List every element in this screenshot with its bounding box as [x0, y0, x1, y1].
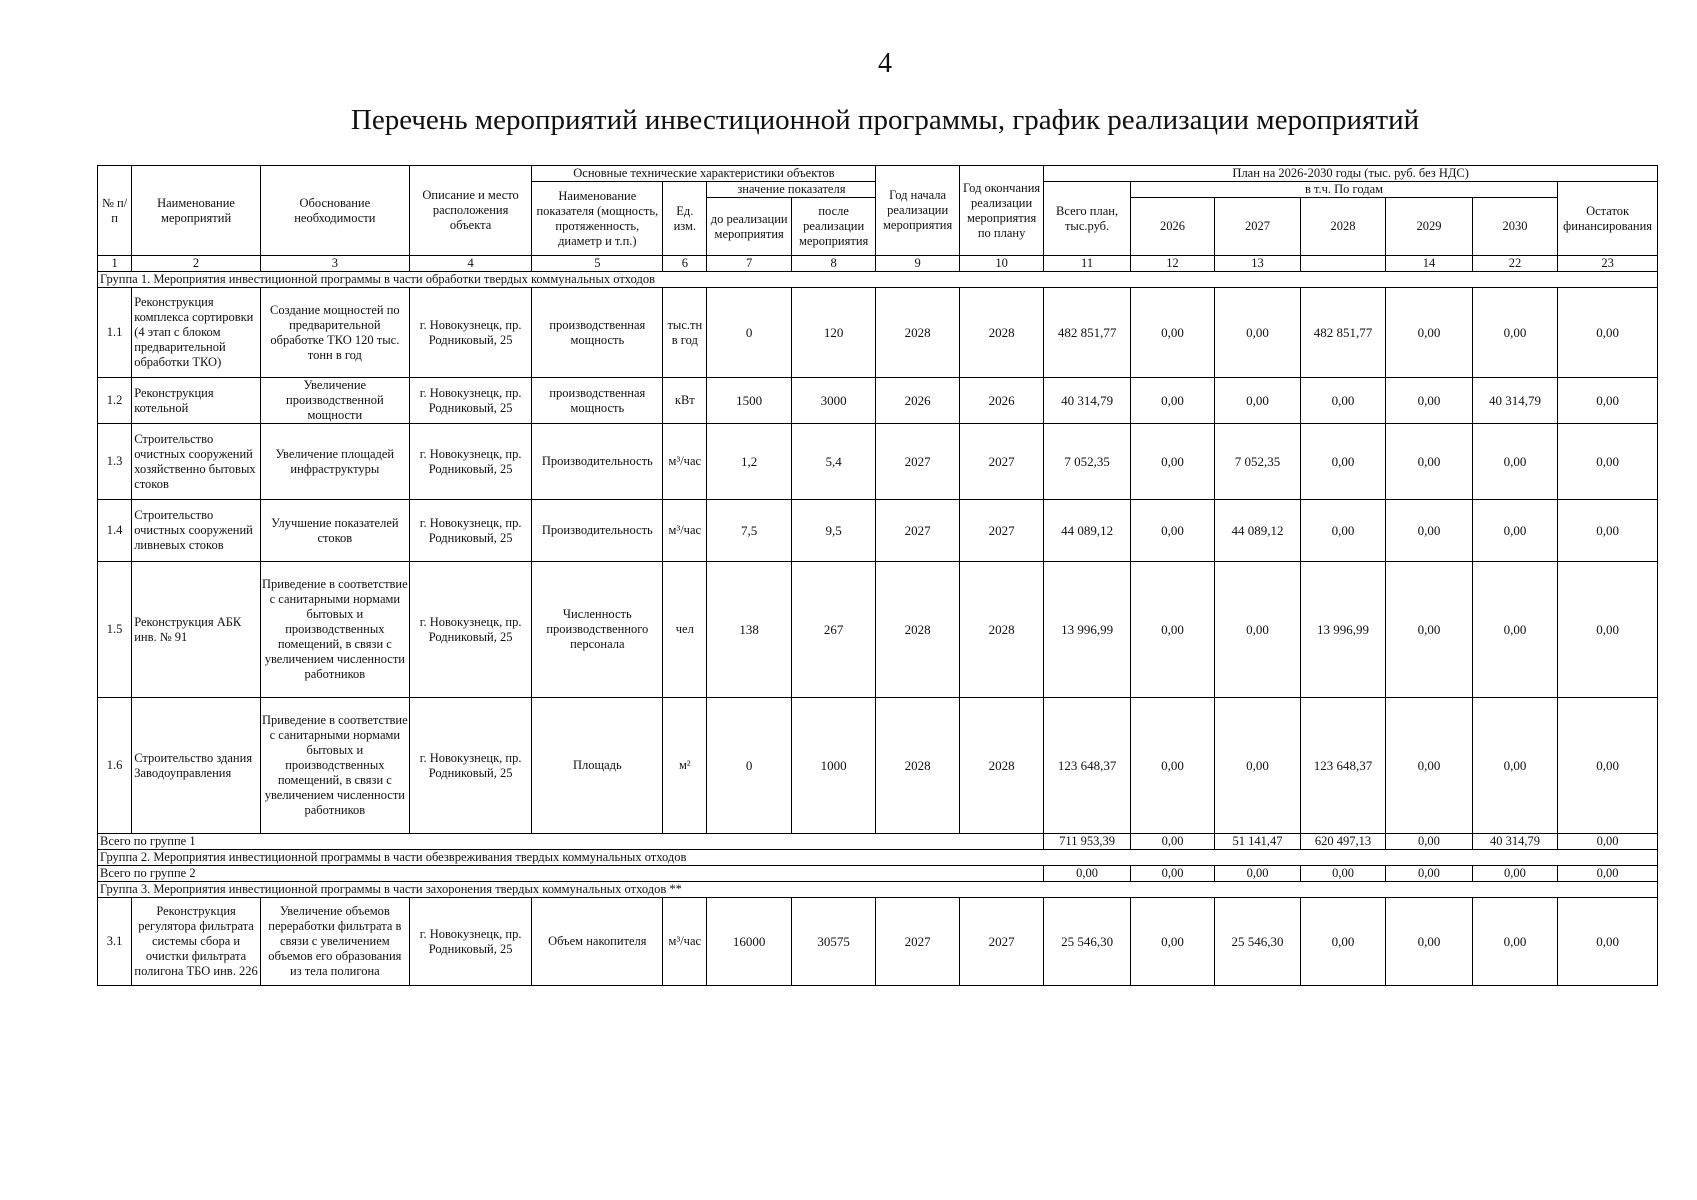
column-number-row [98, 256, 1658, 272]
group-total-value: 0,00 [1558, 834, 1658, 850]
plan-2028: 0,00 [1300, 500, 1385, 562]
end-year: 2028 [959, 288, 1043, 378]
group-total-value: 711 953,39 [1044, 834, 1130, 850]
column-number: 2 [132, 256, 261, 272]
total-plan: 7 052,35 [1044, 424, 1130, 500]
end-year: 2027 [959, 898, 1043, 986]
group-title: Группа 1. Мероприятия инвестиционной программы в части обработки твердых коммунальных отходов [98, 272, 1658, 288]
header-unit: Ед. изм. [663, 182, 707, 256]
total-plan: 25 546,30 [1044, 898, 1130, 986]
remainder: 0,00 [1558, 288, 1658, 378]
row-num: 3.1 [98, 898, 132, 986]
plan-2029: 0,00 [1386, 898, 1472, 986]
start-year: 2028 [876, 698, 959, 834]
value-before: 16000 [707, 898, 791, 986]
indicator: Площадь [532, 698, 663, 834]
plan-2030: 0,00 [1472, 898, 1557, 986]
table-row [98, 898, 1658, 986]
table-row [98, 378, 1658, 424]
total-plan: 123 648,37 [1044, 698, 1130, 834]
plan-2028: 0,00 [1300, 378, 1385, 424]
column-number: 11 [1044, 256, 1130, 272]
column-number: 13 [1215, 256, 1300, 272]
header-2030: 2030 [1472, 198, 1557, 256]
value-after: 3000 [791, 378, 875, 424]
unit: чел [663, 562, 707, 698]
plan-2028: 123 648,37 [1300, 698, 1385, 834]
group-total-value: 0,00 [1215, 866, 1300, 882]
unit: м³/час [663, 500, 707, 562]
justification: Создание мощностей по предварительной обработке ТКО 120 тыс. тонн в год [260, 288, 409, 378]
measure-name: Строительство очистных сооружений ливневых стоков [132, 500, 261, 562]
header-justification: Обоснование необходимости [260, 166, 409, 256]
table-row [98, 424, 1658, 500]
location: г. Новокузнецк, пр. Родниковый, 25 [409, 424, 532, 500]
value-after: 120 [791, 288, 875, 378]
group-total-value: 0,00 [1130, 834, 1214, 850]
plan-2026: 0,00 [1130, 698, 1214, 834]
group-total-value: 40 314,79 [1472, 834, 1557, 850]
plan-2027: 7 052,35 [1215, 424, 1300, 500]
remainder: 0,00 [1558, 898, 1658, 986]
table-row [98, 500, 1658, 562]
total-plan: 13 996,99 [1044, 562, 1130, 698]
header-plan-group: План на 2026-2030 годы (тыс. руб. без НДС) [1044, 166, 1658, 182]
value-after: 30575 [791, 898, 875, 986]
table-row [98, 562, 1658, 698]
justification: Улучшение показателей стоков [260, 500, 409, 562]
value-after: 5,4 [791, 424, 875, 500]
header-2029: 2029 [1386, 198, 1472, 256]
indicator: Производительность [532, 500, 663, 562]
justification: Увеличение площадей инфраструктуры [260, 424, 409, 500]
column-number: 12 [1130, 256, 1214, 272]
group-total-value: 0,00 [1386, 834, 1472, 850]
header-value-group: значение показателя [707, 182, 876, 198]
column-number: 10 [959, 256, 1043, 272]
page-number: 4 [878, 48, 892, 79]
plan-2028: 0,00 [1300, 424, 1385, 500]
remainder: 0,00 [1558, 378, 1658, 424]
indicator: производственная мощность [532, 288, 663, 378]
value-after: 9,5 [791, 500, 875, 562]
location: г. Новокузнецк, пр. Родниковый, 25 [409, 500, 532, 562]
column-number: 9 [876, 256, 959, 272]
plan-2030: 0,00 [1472, 698, 1557, 834]
measure-name: Реконструкция регулятора фильтрата системы сбора и очистки фильтрата полигона ТБО инв. 226 [132, 898, 261, 986]
remainder: 0,00 [1558, 698, 1658, 834]
group-total-value: 0,00 [1558, 866, 1658, 882]
value-before: 1,2 [707, 424, 791, 500]
plan-2027: 0,00 [1215, 562, 1300, 698]
plan-2027: 25 546,30 [1215, 898, 1300, 986]
unit: тыс.тн в год [663, 288, 707, 378]
header-start-year: Год начала реализации мероприятия [876, 166, 959, 256]
group-total-label: Всего по группе 2 [98, 866, 1044, 882]
start-year: 2027 [876, 424, 959, 500]
remainder: 0,00 [1558, 562, 1658, 698]
header-indicator-name: Наименование показателя (мощность, протяженность, диаметр и т.п.) [532, 182, 663, 256]
group-title-row [98, 882, 1658, 898]
column-number: 22 [1472, 256, 1557, 272]
plan-2028: 0,00 [1300, 898, 1385, 986]
plan-2027: 44 089,12 [1215, 500, 1300, 562]
header-after: после реализации мероприятия [791, 198, 875, 256]
plan-2029: 0,00 [1386, 288, 1472, 378]
plan-2026: 0,00 [1130, 500, 1214, 562]
plan-2029: 0,00 [1386, 698, 1472, 834]
plan-2027: 0,00 [1215, 288, 1300, 378]
plan-2027: 0,00 [1215, 698, 1300, 834]
investment-program-table [97, 165, 1658, 986]
row-num: 1.6 [98, 698, 132, 834]
group-total-value: 0,00 [1472, 866, 1557, 882]
location: г. Новокузнецк, пр. Родниковый, 25 [409, 378, 532, 424]
plan-2026: 0,00 [1130, 898, 1214, 986]
measure-name: Реконструкция котельной [132, 378, 261, 424]
header-2028: 2028 [1300, 198, 1385, 256]
total-plan: 44 089,12 [1044, 500, 1130, 562]
plan-2030: 0,00 [1472, 424, 1557, 500]
header-name: Наименование мероприятий [132, 166, 261, 256]
plan-2028: 482 851,77 [1300, 288, 1385, 378]
group-title: Группа 3. Мероприятия инвестиционной программы в части захоронения твердых коммунальных отходов ** [98, 882, 1658, 898]
start-year: 2027 [876, 898, 959, 986]
plan-2030: 0,00 [1472, 562, 1557, 698]
plan-2028: 13 996,99 [1300, 562, 1385, 698]
table-row [98, 698, 1658, 834]
header-2027: 2027 [1215, 198, 1300, 256]
end-year: 2026 [959, 378, 1043, 424]
group-title: Группа 2. Мероприятия инвестиционной программы в части обезвреживания твердых коммунальных отходов [98, 850, 1658, 866]
plan-2027: 0,00 [1215, 378, 1300, 424]
location: г. Новокузнецк, пр. Родниковый, 25 [409, 288, 532, 378]
end-year: 2028 [959, 562, 1043, 698]
group-total-label: Всего по группе 1 [98, 834, 1044, 850]
plan-2029: 0,00 [1386, 378, 1472, 424]
justification: Приведение в соответствие с санитарными нормами бытовых и производственных помещений, в связи с увеличением численности работников [260, 698, 409, 834]
header-tech-group: Основные технические характеристики объектов [532, 166, 876, 182]
location: г. Новокузнецк, пр. Родниковый, 25 [409, 898, 532, 986]
unit: м³/час [663, 424, 707, 500]
remainder: 0,00 [1558, 500, 1658, 562]
measure-name: Строительство здания Заводоуправления [132, 698, 261, 834]
justification: Увеличение производственной мощности [260, 378, 409, 424]
justification: Приведение в соответствие с санитарными нормами бытовых и производственных помещений, в связи с увеличением численности работников [260, 562, 409, 698]
indicator: Производительность [532, 424, 663, 500]
group-title-row [98, 850, 1658, 866]
row-num: 1.3 [98, 424, 132, 500]
group-total-value: 0,00 [1130, 866, 1214, 882]
plan-2029: 0,00 [1386, 562, 1472, 698]
unit: м³/час [663, 898, 707, 986]
group-title-row [98, 272, 1658, 288]
location: г. Новокузнецк, пр. Родниковый, 25 [409, 698, 532, 834]
header-remainder: Остаток финансирования [1558, 182, 1658, 256]
column-number: 7 [707, 256, 791, 272]
location: г. Новокузнецк, пр. Родниковый, 25 [409, 562, 532, 698]
header-total-plan: Всего план, тыс.руб. [1044, 182, 1130, 256]
end-year: 2027 [959, 424, 1043, 500]
value-before: 0 [707, 288, 791, 378]
start-year: 2027 [876, 500, 959, 562]
group-total-value: 0,00 [1044, 866, 1130, 882]
column-number: 1 [98, 256, 132, 272]
column-number: 14 [1386, 256, 1472, 272]
column-number: 3 [260, 256, 409, 272]
indicator: Объем накопителя [532, 898, 663, 986]
header-num: № п/п [98, 166, 132, 256]
group-total-value: 51 141,47 [1215, 834, 1300, 850]
value-after: 267 [791, 562, 875, 698]
end-year: 2027 [959, 500, 1043, 562]
row-num: 1.1 [98, 288, 132, 378]
indicator: Численность производственного персонала [532, 562, 663, 698]
value-before: 0 [707, 698, 791, 834]
start-year: 2028 [876, 288, 959, 378]
column-number [1300, 256, 1385, 272]
plan-2026: 0,00 [1130, 562, 1214, 698]
column-number: 23 [1558, 256, 1658, 272]
group-total-value: 620 497,13 [1300, 834, 1385, 850]
plan-2026: 0,00 [1130, 378, 1214, 424]
row-num: 1.5 [98, 562, 132, 698]
group-total-value: 0,00 [1386, 866, 1472, 882]
plan-2030: 40 314,79 [1472, 378, 1557, 424]
unit: кВт [663, 378, 707, 424]
total-plan: 40 314,79 [1044, 378, 1130, 424]
group-total-value: 0,00 [1300, 866, 1385, 882]
header-end-year: Год окончания реализации мероприятия по плану [959, 166, 1043, 256]
row-num: 1.2 [98, 378, 132, 424]
column-number: 8 [791, 256, 875, 272]
indicator: производственная мощность [532, 378, 663, 424]
plan-2030: 0,00 [1472, 500, 1557, 562]
header-before: до реализации мероприятия [707, 198, 791, 256]
plan-2029: 0,00 [1386, 500, 1472, 562]
header-location: Описание и место расположения объекта [409, 166, 532, 256]
plan-2030: 0,00 [1472, 288, 1557, 378]
value-before: 138 [707, 562, 791, 698]
plan-2026: 0,00 [1130, 424, 1214, 500]
column-number: 4 [409, 256, 532, 272]
total-plan: 482 851,77 [1044, 288, 1130, 378]
table-row [98, 288, 1658, 378]
plan-2026: 0,00 [1130, 288, 1214, 378]
start-year: 2028 [876, 562, 959, 698]
justification: Увеличение объемов переработки фильтрата в связи с увеличением объемов его образования из тела полигона [260, 898, 409, 986]
column-number: 5 [532, 256, 663, 272]
unit: м² [663, 698, 707, 834]
value-before: 1500 [707, 378, 791, 424]
column-number: 6 [663, 256, 707, 272]
value-before: 7,5 [707, 500, 791, 562]
end-year: 2028 [959, 698, 1043, 834]
measure-name: Реконструкция комплекса сортировки (4 этап с блоком предварительной обработки ТКО) [132, 288, 261, 378]
remainder: 0,00 [1558, 424, 1658, 500]
group-total-row [98, 834, 1658, 850]
row-num: 1.4 [98, 500, 132, 562]
header-2026: 2026 [1130, 198, 1214, 256]
plan-2029: 0,00 [1386, 424, 1472, 500]
document-title: Перечень мероприятий инвестиционной программы, график реализации мероприятий [350, 104, 1420, 136]
value-after: 1000 [791, 698, 875, 834]
header-by-year: в т.ч. По годам [1130, 182, 1557, 198]
start-year: 2026 [876, 378, 959, 424]
measure-name: Реконструкция АБК инв. № 91 [132, 562, 261, 698]
measure-name: Строительство очистных сооружений хозяйственно бытовых стоков [132, 424, 261, 500]
group-total-row [98, 866, 1658, 882]
